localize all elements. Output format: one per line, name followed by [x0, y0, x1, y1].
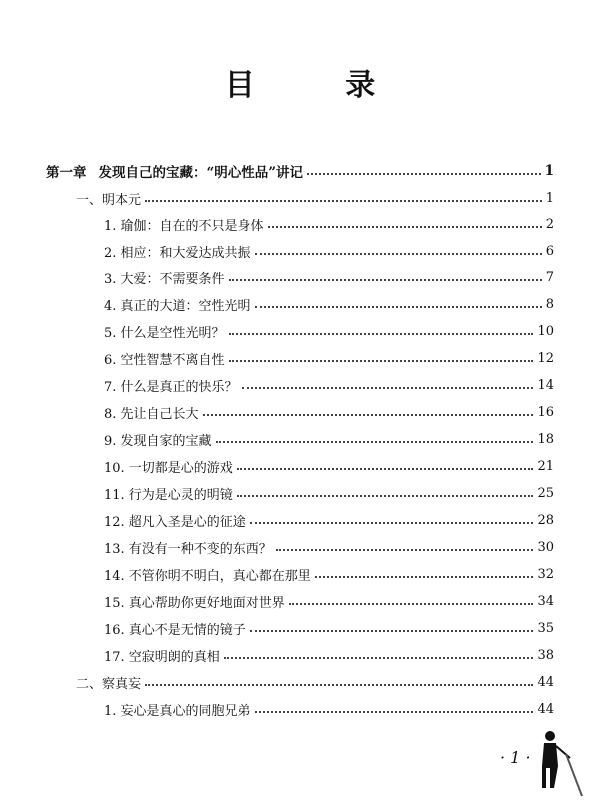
toc-page: 44 [537, 674, 554, 690]
page-title: 目 录 [224, 68, 416, 103]
leader-dots [224, 656, 534, 659]
toc-page: 2 [545, 216, 554, 232]
toc-label: 2. 相应：和大爱达成共振 [104, 245, 251, 261]
toc-label: 6. 空性智慧不离自性 [104, 352, 225, 368]
toc-page: 34 [537, 593, 554, 609]
toc-label: 一、明本元 [76, 192, 142, 208]
toc-entry-row[interactable] [104, 482, 554, 504]
toc-label: 17. 空寂明朗的真相 [104, 649, 220, 665]
toc-page: 44 [537, 701, 554, 717]
toc-section-row[interactable] [76, 671, 554, 693]
leader-dots [145, 199, 542, 202]
toc-entry-row[interactable] [104, 428, 554, 450]
leader-dots [229, 359, 534, 362]
toc-page: 1 [545, 190, 554, 206]
toc-chapter-row[interactable] [46, 160, 554, 182]
toc-label: 11. 行为是心灵的明镜 [104, 487, 233, 503]
toc-entry-row[interactable] [104, 320, 554, 342]
toc-label: 5. 什么是空性光明？ [104, 325, 225, 341]
toc-entry-row[interactable] [104, 266, 554, 288]
leader-dots [145, 683, 533, 686]
leader-dots [229, 278, 542, 281]
toc-entry-row[interactable] [104, 213, 554, 235]
toc-entry-row[interactable] [104, 509, 554, 531]
toc-page: 21 [537, 458, 554, 474]
leader-dots [255, 252, 542, 255]
leader-dots [203, 413, 534, 416]
toc-label: 8. 先让自己长大 [104, 406, 199, 422]
toc-entry-row[interactable] [104, 536, 554, 558]
page-number: · 1 · [500, 748, 531, 767]
toc-entry-row[interactable] [104, 374, 554, 396]
toc-page: 35 [537, 620, 554, 636]
leader-dots [315, 575, 534, 578]
toc-page: 25 [537, 485, 554, 501]
toc-entry-row[interactable] [104, 401, 554, 423]
leader-dots [268, 225, 542, 228]
toc-entry-row[interactable] [104, 590, 554, 612]
toc-page: 16 [537, 404, 554, 420]
toc-entry-row[interactable] [104, 455, 554, 477]
leader-dots [237, 467, 534, 470]
toc-entry-row[interactable] [104, 617, 554, 639]
leader-dots [289, 602, 534, 605]
toc-label: 16. 真心不是无情的镜子 [104, 622, 246, 638]
toc-page: 10 [537, 323, 554, 339]
toc-label: 13. 有没有一种不变的东西？ [104, 541, 272, 557]
toc-page: 14 [537, 377, 554, 393]
chapter-page: 1 [544, 163, 554, 179]
toc-entry-row[interactable] [104, 698, 554, 720]
toc-label: 二、察真妄 [76, 676, 142, 692]
chapter-title: 发现自己的宝藏：“明心性品”讲记 [98, 165, 304, 181]
toc-label: 1. 瑜伽：自在的不只是身体 [104, 218, 264, 234]
leader-dots [276, 548, 534, 551]
toc-page: 32 [537, 566, 554, 582]
toc-label: 10. 一切都是心的游戏 [104, 460, 233, 476]
leader-dots [255, 710, 534, 713]
toc-page: 7 [545, 269, 554, 285]
toc-page: 6 [545, 243, 554, 259]
toc-entry-row[interactable] [104, 563, 554, 585]
toc-label: 3. 大爱：不需要条件 [104, 271, 225, 287]
toc-label: 7. 什么是真正的快乐？ [104, 379, 238, 395]
leader-dots [250, 521, 534, 524]
leader-dots [242, 386, 534, 389]
leader-dots [307, 172, 541, 175]
leader-dots [229, 332, 534, 335]
toc-page: 30 [537, 539, 554, 555]
toc-label: 15. 真心帮助你更好地面对世界 [104, 595, 285, 611]
toc-page: 28 [537, 512, 554, 528]
leader-dots [216, 440, 534, 443]
standing-figure-icon [536, 728, 586, 798]
toc-page: 18 [537, 431, 554, 447]
toc-label: 9. 发现自家的宝藏 [104, 433, 212, 449]
toc-label: 1. 妄心是真心的同胞兄弟 [104, 703, 251, 719]
toc-label: 12. 超凡入圣是心的征途 [104, 514, 246, 530]
toc-page: 12 [537, 350, 554, 366]
toc-label: 14. 不管你明不明白，真心都在那里 [104, 568, 311, 584]
toc-label: 4. 真正的大道：空性光明 [104, 298, 251, 314]
toc-page: 38 [537, 647, 554, 663]
toc-entry-row[interactable] [104, 240, 554, 262]
toc-page: 8 [545, 296, 554, 312]
toc-section-row[interactable] [76, 187, 554, 209]
leader-dots [255, 305, 542, 308]
toc-entry-row[interactable] [104, 347, 554, 369]
toc-entry-row[interactable] [104, 644, 554, 666]
toc-entry-row[interactable] [104, 293, 554, 315]
chapter-number: 第一章 [46, 165, 87, 181]
leader-dots [250, 629, 534, 632]
leader-dots [237, 494, 534, 497]
